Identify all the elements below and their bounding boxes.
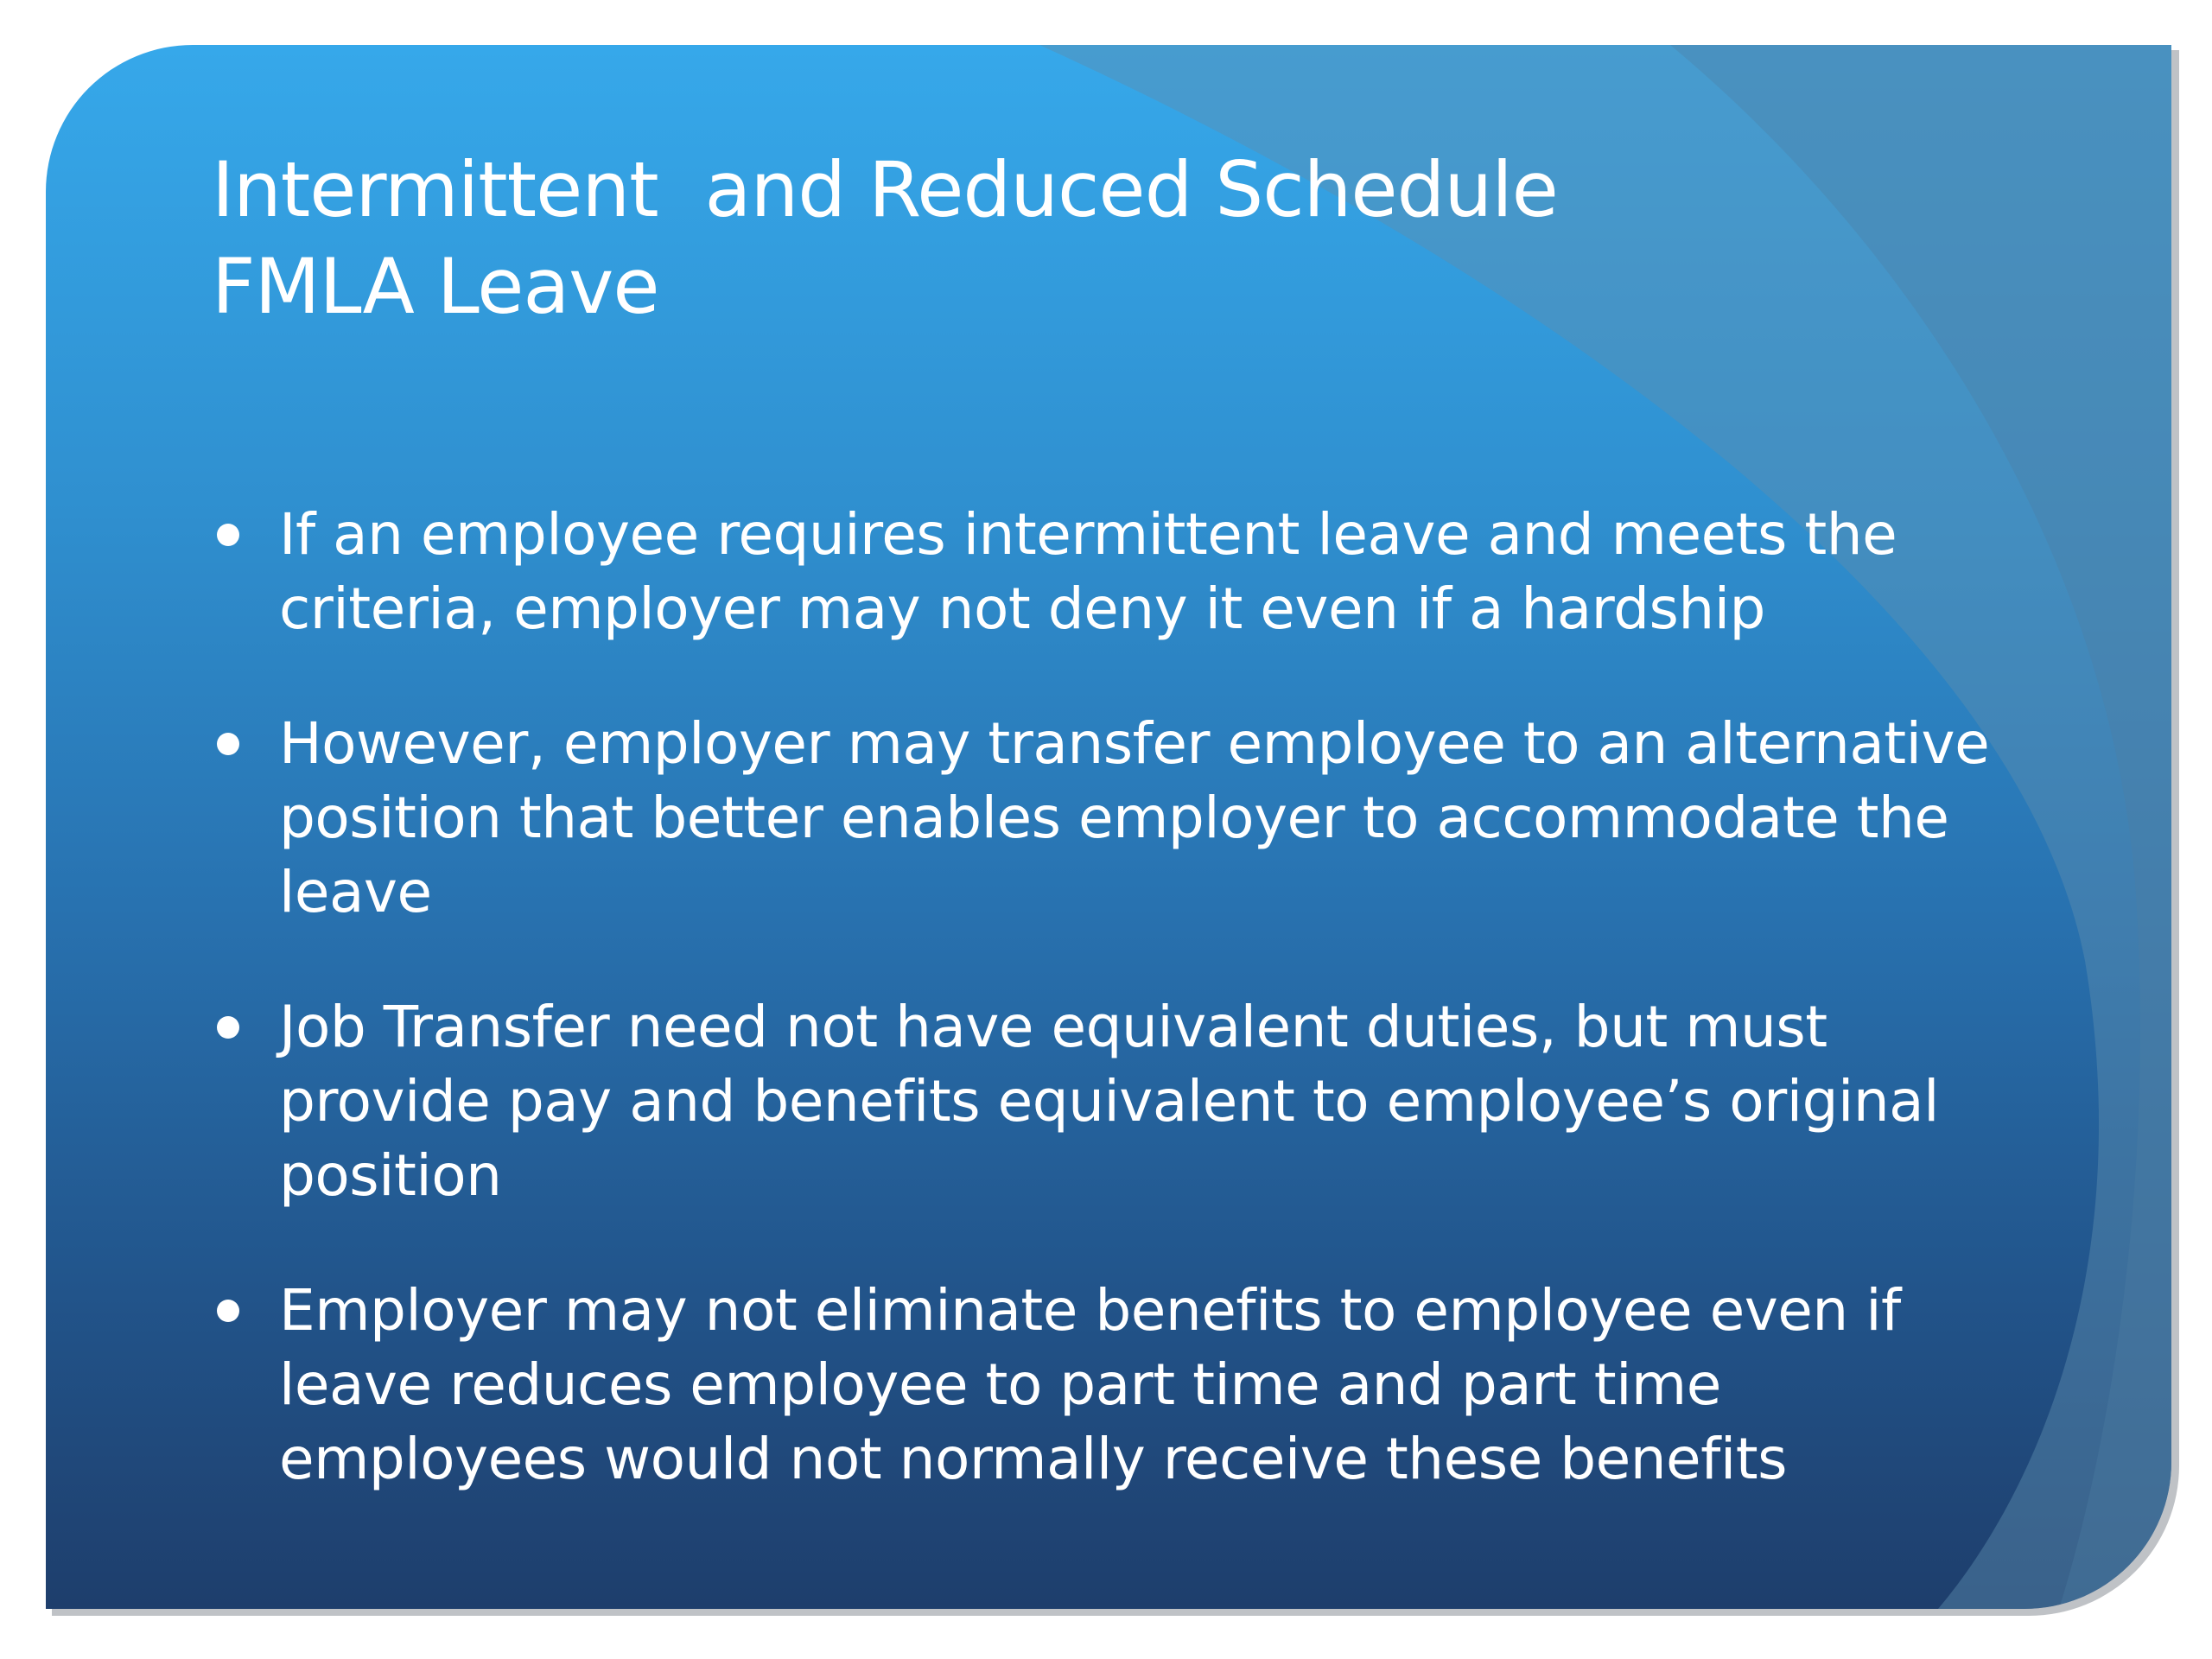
bullet-item bbox=[212, 707, 2009, 930]
bullet-item bbox=[212, 1274, 2009, 1497]
bullet-list bbox=[212, 498, 2009, 1557]
bullet-text: If an employee requires intermittent leave and meets the criteria, employer may not deny it even if a hardship bbox=[279, 501, 1897, 642]
bullet-item bbox=[212, 990, 2009, 1213]
bullet-text: However, employer may transfer employee to an alternative position that better enables employer to accommodate the leave bbox=[279, 710, 1990, 925]
bullet-item bbox=[212, 498, 2009, 646]
bullet-text: Employer may not eliminate benefits to employee even if leave reduces employee to part time and part time employees would not normally receive these benefits bbox=[279, 1277, 1901, 1492]
title-line-1: Intermittent and Reduced Schedule bbox=[212, 145, 1558, 234]
bullet-point-icon bbox=[217, 1300, 239, 1322]
bullet-point-icon bbox=[217, 733, 239, 755]
title-line-2: FMLA Leave bbox=[212, 242, 659, 331]
bullet-text: Job Transfer need not have equivalent duties, but must provide pay and benefits equivalent to employee’s original position bbox=[279, 994, 1939, 1209]
bullet-point-icon bbox=[217, 1016, 239, 1039]
slide bbox=[46, 45, 2171, 1609]
slide-title bbox=[212, 142, 1853, 335]
bullet-point-icon bbox=[217, 524, 239, 546]
